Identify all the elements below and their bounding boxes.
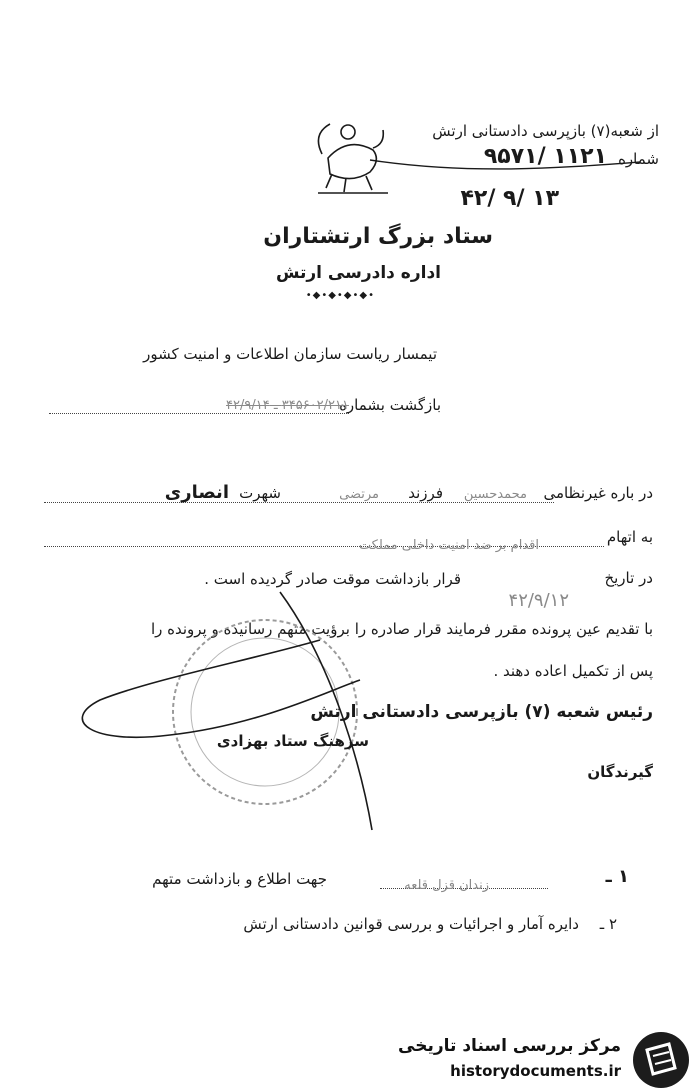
header-date: ۴۲/ ۹/ ۱۳ [460, 186, 559, 211]
paragraph-line-1: با تقدیم عین پرونده مقرر فرمایند قرار صادره را برؤیت متهم رسانیده و پرونده را [150, 620, 653, 638]
history-center-logo-icon [629, 1028, 693, 1092]
title-ornament: •◆•◆•◆•◆• [305, 290, 375, 301]
date-label: در تاریخ [604, 569, 653, 587]
recipient-1-number: ۱ ـ [605, 866, 629, 887]
charge-value: اقدام بر ضد امنیت داخلی مملکت [358, 538, 539, 553]
paragraph-line-2: پس از تکمیل اعاده دهند . [493, 662, 653, 680]
recipients-heading: گیرندگان [587, 763, 653, 781]
footer-watermark [398, 1028, 699, 1092]
child-name: مرتضی [339, 487, 379, 502]
page-subtitle: اداره دادرسی ارتش [275, 263, 441, 283]
recipient-2-text: دایره آمار و اجرائیات و بررسی قوانین دادستانی ارتش [243, 915, 579, 933]
about-label: در باره غیرنظامی [543, 484, 653, 502]
recipient-1-text: جهت اطلاع و بازداشت متهم [152, 870, 327, 888]
reference-value: ۳۴۵۶۰۲/۲۱۱ ـ ۴۲/۹/۱۴ [49, 398, 349, 414]
footer-center-name: مرکز بررسی اسناد تاریخی [398, 1036, 621, 1056]
footer-website: historydocuments.ir [450, 1062, 621, 1080]
about-dotline [44, 502, 554, 503]
addressee: تیمسار ریاست سازمان اطلاعات و امنیت کشور [143, 345, 437, 363]
surname-value: انصاری [164, 482, 229, 503]
page-title: ستاد بزرگ ارتشتاران [263, 224, 493, 249]
signature-title: رئیس شعبه (۷) بازپرسی دادستانی ارتش [310, 702, 653, 722]
number-value: ۹۵۷۱/ ۱۱۲۱ [483, 144, 607, 169]
recipient-2-number: ۲ ـ [599, 915, 617, 933]
charge-label: به اتهام [606, 528, 653, 546]
signature-name: سرهنگ ستاد بهزادی [216, 732, 369, 750]
office-line: از شعبه(۷) بازپرسی دادستانی ارتش [432, 122, 659, 140]
about-name: محمدحسین [463, 487, 527, 502]
child-label: فرزند [408, 484, 443, 502]
recipient-1-name: زندان قزل قلعه [404, 878, 489, 893]
date-text: قرار بازداشت موقت صادر گردیده است . [204, 570, 461, 588]
number-label: شماره [618, 150, 659, 168]
reference-label: بازگشت بشماره [339, 396, 441, 414]
date-value: ۴۲/۹/۱۲ [508, 590, 569, 611]
surname-label: شهرت [239, 484, 281, 502]
